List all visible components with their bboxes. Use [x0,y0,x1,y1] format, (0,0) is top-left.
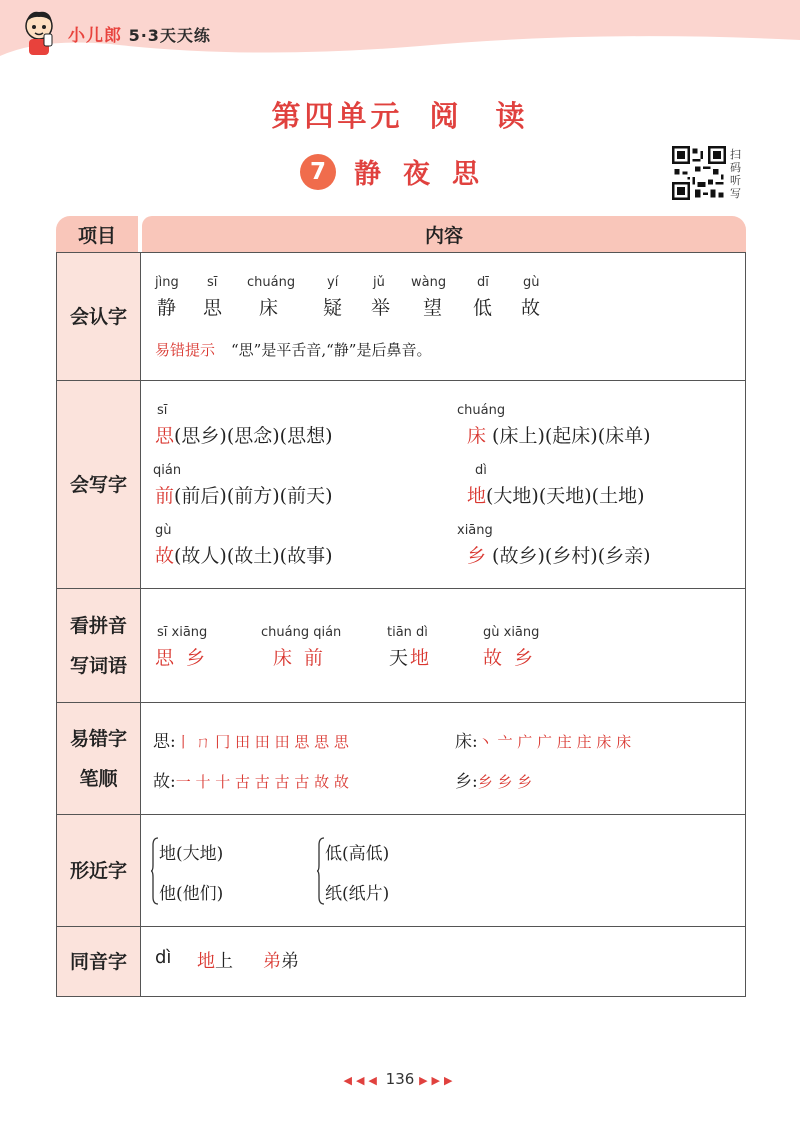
tip-tag: 易错提示 [155,341,216,359]
pinyin: jìng [155,275,179,290]
char: 故 [521,297,541,319]
char: 静 [157,297,177,319]
pinyin: dì [475,463,487,478]
answer-word: 床前 [273,647,336,669]
row-similar [57,815,745,927]
pinyin: yí [327,275,339,290]
unit-title [0,94,800,135]
pinyin: sī xiāng [157,625,208,640]
brand-series: 5·3天天练 [128,25,211,45]
stroke-item: 乡:乡 乡 乡 [455,772,533,792]
tip-note [155,339,431,360]
row-label-line2: 笔顺 [79,767,118,790]
char: 望 [423,297,443,319]
pinyin: chuáng [247,275,296,290]
brace-icon [317,837,325,905]
pinyin: chuáng [457,403,506,418]
arrow-left-icon: ◀◀◀ [343,1074,381,1087]
char: 疑 [323,297,343,319]
pinyin: gù [155,523,172,538]
row-label-line2: 写词语 [69,654,127,677]
pinyin: chuáng qián [261,625,342,640]
pinyin: tiān dì [387,625,428,640]
header-item: 项目 [56,216,138,252]
answer-word: 天地 [389,647,432,669]
content-table [56,216,746,997]
row-stroke-order [57,703,745,815]
homophone-pinyin: dì [155,947,172,968]
brand-name: 小儿郎 [68,25,122,46]
homophone-word: 弟弟 [263,951,299,972]
unit-title-part2: 阅 读 [429,99,529,133]
char: 举 [371,297,391,319]
write-item: 前(前后)(前方)(前天) [155,485,333,507]
similar-item: 地(大地) [159,844,224,864]
header-content: 内容 [142,216,746,252]
char: 床 [259,297,279,319]
unit-title-part1: 第四单元 [271,99,404,133]
row-label: 同音字 [57,927,141,996]
row-homophone [57,927,745,997]
pinyin: jǔ [373,275,385,290]
answer-word: 故乡 [483,647,546,669]
char: 思 [203,297,223,319]
pinyin: sī [157,403,168,418]
row-label: 会写字 [57,381,141,588]
row-label-line1: 看拼音 [69,614,127,637]
similar-item: 纸(纸片) [325,884,390,904]
stroke-item: 思:丨 ㄇ 冂 田 田 田 思 思 思 [153,732,349,752]
mascot-icon [18,8,60,58]
pinyin: wàng [411,275,447,290]
row-label: 形近字 [57,815,141,926]
pinyin: dī [477,275,489,290]
pinyin: gù xiāng [483,625,540,640]
table-header [56,216,746,252]
row-label: 会认字 [57,253,141,380]
row-label-line1: 易错字 [69,727,127,750]
row-pinyin-words [57,589,745,703]
page-number [0,1070,800,1088]
pinyin: gù [523,275,540,290]
write-item: 思(思乡)(思念)(思想) [155,425,333,447]
qr-label: 扫码听写 [730,148,741,200]
lesson-name: 静夜思 [354,159,501,190]
write-item: 地(大地)(天地)(土地) [467,485,645,507]
brace-icon [151,837,159,905]
write-item: 床 (床上)(起床)(床单) [467,425,651,447]
arrow-right-icon: ▶▶▶ [419,1074,457,1087]
page-number-value: 136 [385,1070,415,1088]
write-item: 故(故人)(故土)(故事) [155,545,333,567]
row-recognize [57,253,745,381]
pinyin: sī [207,275,218,290]
row-label [57,589,141,702]
lesson-number-badge: 7 [300,154,336,190]
row-write [57,381,745,589]
brand-logo [18,8,211,58]
similar-item: 低(高低) [325,844,390,864]
qr-code-icon[interactable] [672,146,726,200]
tip-text: “思”是平舌音,“静”是后鼻音。 [231,341,432,359]
homophone-word: 地上 [197,951,233,972]
similar-item: 他(他们) [159,884,224,904]
char: 低 [473,297,493,319]
stroke-item: 故:一 十 十 古 古 古 古 故 故 [153,772,349,792]
lesson-heading [300,152,501,191]
pinyin: qián [153,463,182,478]
answer-word: 思乡 [155,647,218,669]
write-item: 乡 (故乡)(乡村)(乡亲) [467,545,651,567]
stroke-item: 床:丶 亠 广 广 庄 庄 床 床 [455,732,632,752]
pinyin: xiāng [457,523,493,538]
row-label [57,703,141,814]
